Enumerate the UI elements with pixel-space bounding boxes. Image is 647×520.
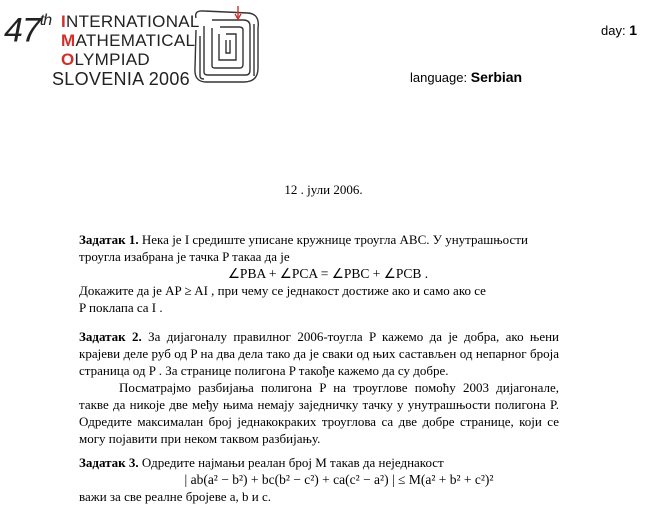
problem-1-text: Задатак 1. Нека је I средиште уписане кружнице троугла ABC. У унутрашњости троугла изабрана је тачка P такаа да је: [79, 232, 528, 264]
logo-number: 47th: [4, 11, 52, 50]
problem-2-text: Задатак 2. За дијагоналу правилног 2006-тоугла P кажемо да је добра, ако њени крајеви деле руб од P на два дела тако да је сваки од њих састављен од непарног броја страница од P . За странице полигона P такође кажемо да су добре.: [79, 329, 560, 378]
problem-2-text-2: Посматрајмо разбијања полигона P на троуглове помоћу 2003 дијагонале, такве да никоје две међу њима немају заједничку тачку у унутрашњости полигона P. Одредите максималан број једнакокраких троуглова са две добре странице, који се могу појавити при неком таквом разбијању.: [79, 380, 559, 446]
logo-line-2: MATHEMATICAL: [61, 31, 196, 50]
day-indicator: day: 1: [601, 22, 637, 38]
logo-location: SLOVENIA 2006: [52, 69, 190, 89]
problem-1-text-3: P поклапа са I .: [79, 300, 163, 315]
problem-1-text-2: Докажите да је AP ≥ AI , при чему се једнакост достиже ако и само ако се: [79, 283, 486, 298]
language-indicator: language: Serbian: [410, 69, 523, 85]
problem-3-formula: | ab(a² − b²) + bc(b² − c²) + ca(c² − a²) | ≤ M(a² + b² + c²)²: [184, 472, 494, 487]
exam-date: 12 . јули 2006.: [284, 182, 363, 197]
logo-line-3: OLYMPIAD: [61, 50, 151, 69]
problem-2: [79, 328, 559, 447]
problem-1: [79, 231, 559, 316]
problem-3-text: Задатак 3. Одредите најмањи реалан број M такав да неједнакост: [79, 455, 444, 470]
logo-line-1: INTERNATIONAL: [61, 12, 200, 31]
problem-3-text-2: важи за све реалне бројеве a, b и c.: [79, 489, 272, 504]
problem-3: [79, 454, 559, 505]
problem-1-formula: ∠PBA + ∠PCA = ∠PBC + ∠PCB .: [227, 266, 429, 281]
maze-emblem-icon: [188, 6, 266, 90]
